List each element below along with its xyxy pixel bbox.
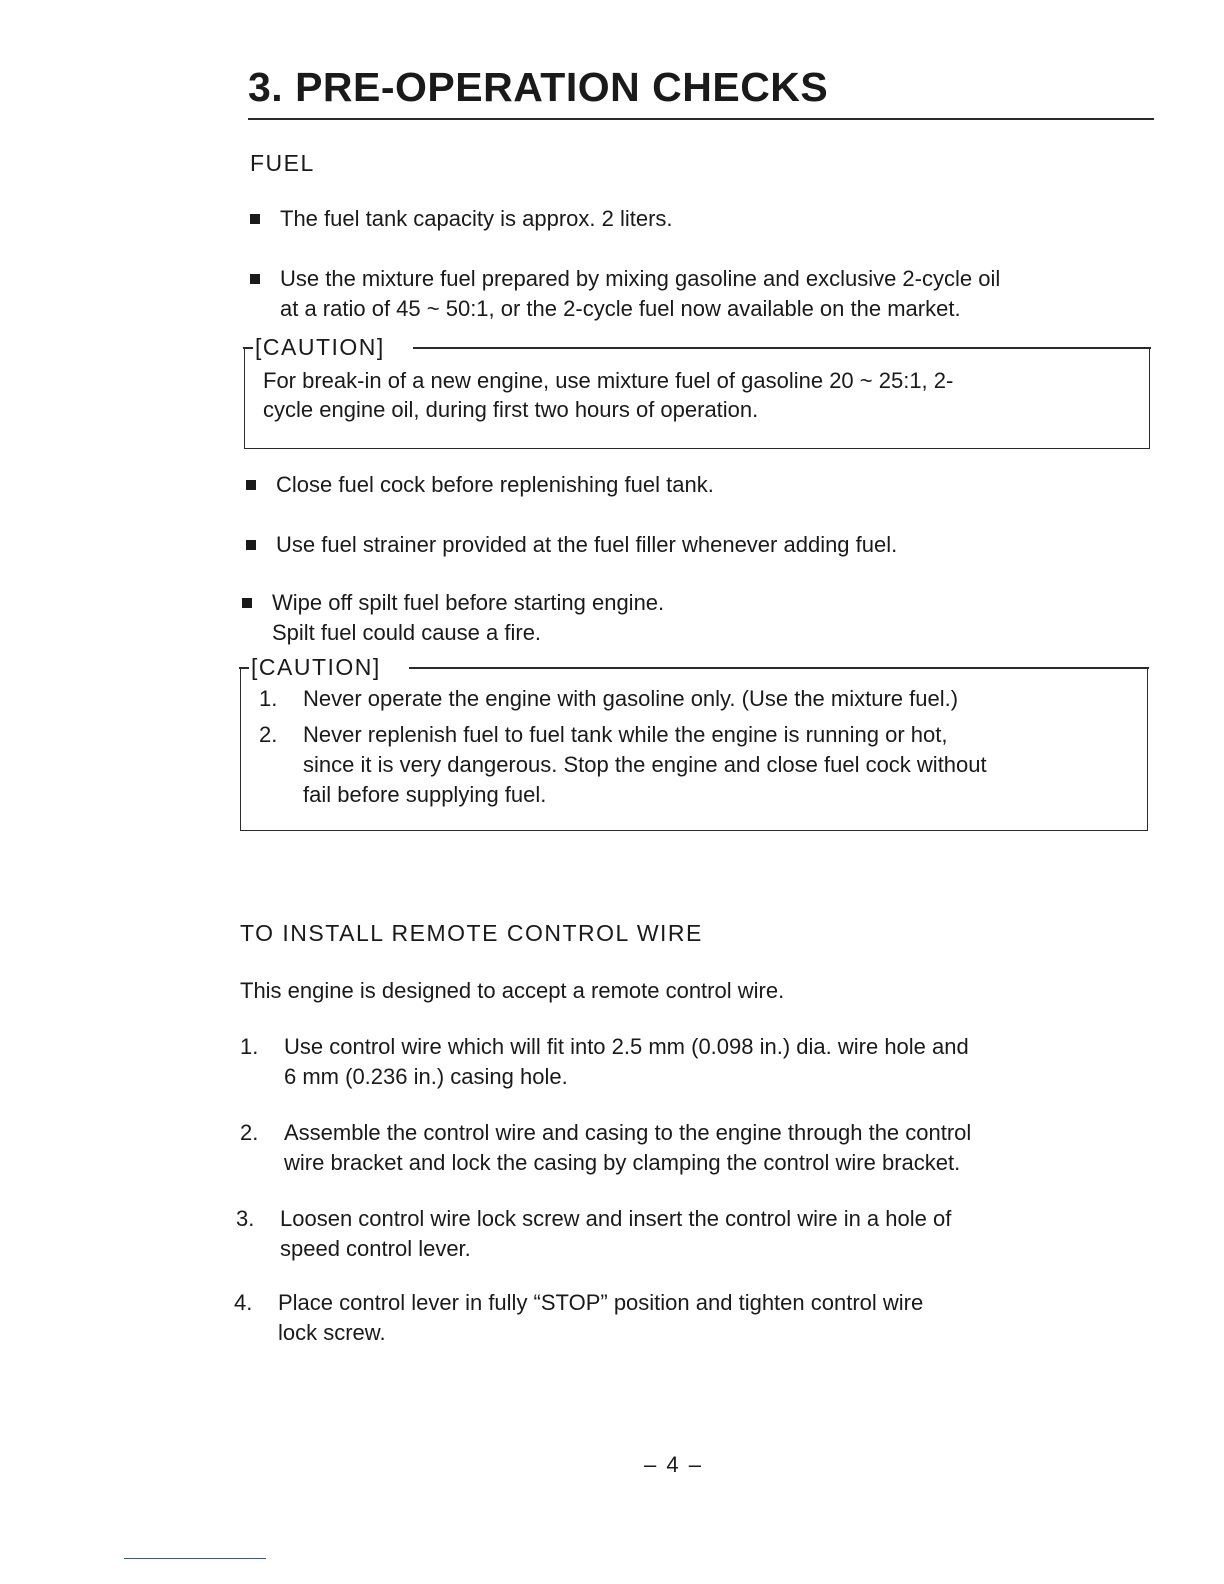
bullet-close-fuel-cock: Close fuel cock before replenishing fuel tank. — [246, 470, 714, 500]
caution-item-1: 1. Never operate the engine with gasoline only. (Use the mixture fuel.) — [259, 686, 959, 711]
caution-item-2: 2. Never replenish fuel to fuel tank while the engine is running or hot, since it is very dangerous. Stop the engine and close fuel cock without fail before supplying fuel. — [259, 722, 987, 807]
bullet-square-icon — [246, 480, 256, 490]
caution-text: For break-in of a new engine, use mixture fuel of gasoline 20 ~ 25:1, 2- cycle engine oil, during first two hours of operation. — [263, 368, 954, 422]
step-4: 4. Place control lever in fully “STOP” position and tighten control wire lock screw. — [234, 1290, 924, 1345]
bullet-mixture-fuel: Use the mixture fuel prepared by mixing gasoline and exclusive 2-cycle oil at a ratio of 45 ~ 50:1, or the 2-cycle fuel now available on the market. — [250, 264, 1000, 324]
bullet-square-icon — [250, 214, 260, 224]
remote-heading: TO INSTALL REMOTE CONTROL WIRE — [240, 920, 703, 946]
remote-intro: This engine is designed to accept a remote control wire. — [240, 978, 785, 1003]
bullet-square-icon — [246, 540, 256, 550]
page-number: – 4 – — [644, 1452, 703, 1477]
bullet-square-icon — [250, 274, 260, 284]
bullet-tank-capacity: The fuel tank capacity is approx. 2 liters. — [250, 204, 673, 234]
title-underline — [248, 118, 1154, 120]
caution-label: [CAUTION] — [251, 654, 381, 680]
step-3: 3. Loosen control wire lock screw and insert the control wire in a hole of speed control lever. — [236, 1206, 952, 1261]
caution-box-break-in — [244, 334, 1150, 449]
caution-box-gasoline — [240, 654, 1148, 831]
page-title: 3. PRE-OPERATION CHECKS — [248, 64, 829, 110]
step-1: 1. Use control wire which will fit into 2.5 mm (0.098 in.) dia. wire hole and 6 mm (0.236 in.) casing hole. — [240, 1034, 969, 1089]
bullet-fuel-strainer: Use fuel strainer provided at the fuel filler whenever adding fuel. — [246, 530, 897, 560]
caution-label: [CAUTION] — [255, 334, 385, 360]
bullet-square-icon — [242, 598, 252, 608]
bullet-spilt-fuel: Wipe off spilt fuel before starting engine. Spilt fuel could cause a fire. — [242, 588, 664, 648]
fuel-heading: FUEL — [250, 150, 315, 176]
step-2: 2. Assemble the control wire and casing to the engine through the control wire bracket and lock the casing by clamping the control wire bracket. — [240, 1120, 972, 1175]
footer-rule — [124, 1558, 266, 1559]
